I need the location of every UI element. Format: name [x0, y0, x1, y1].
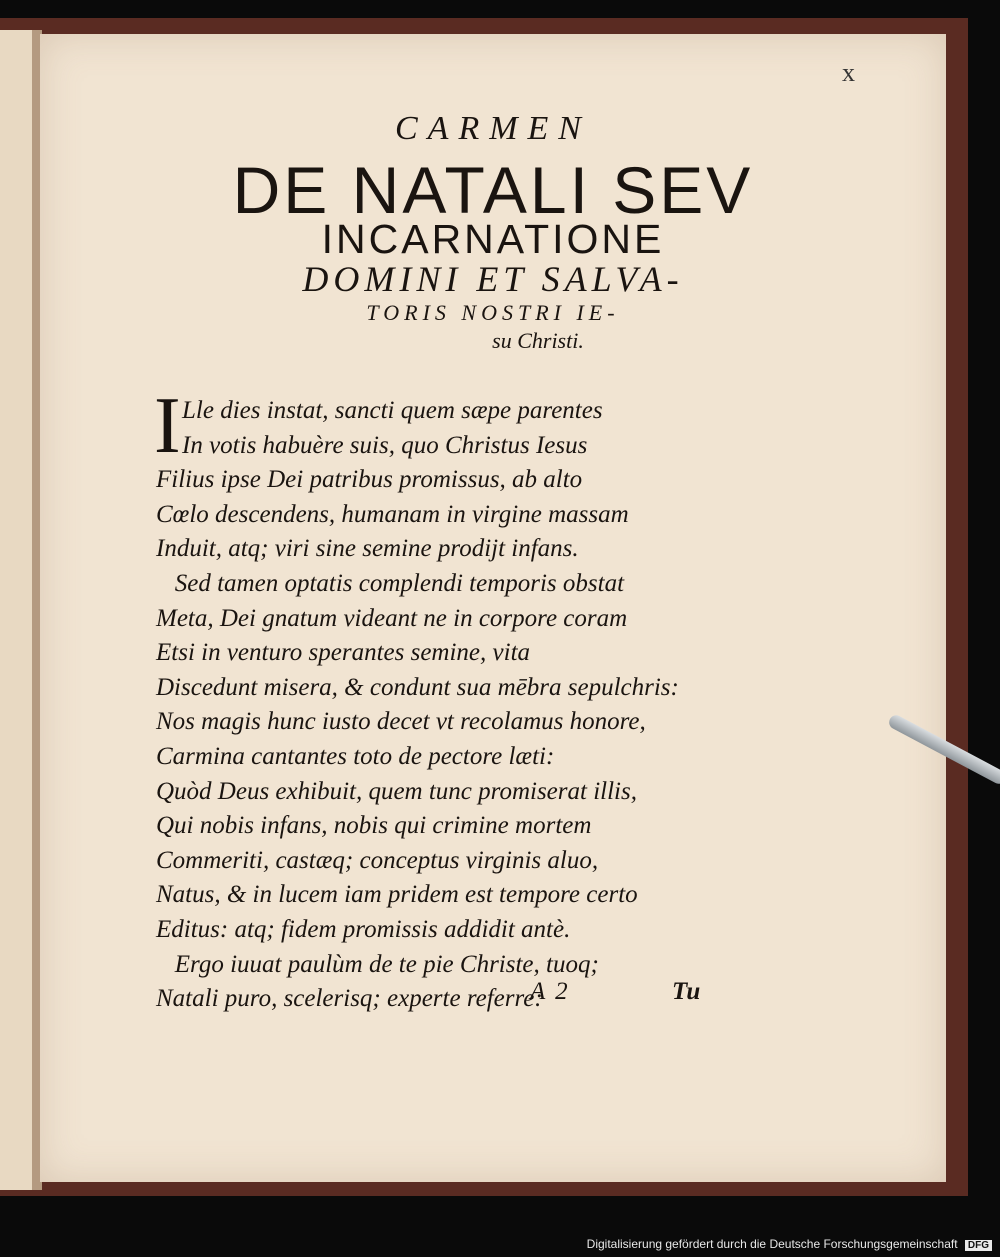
poem-line: Quòd Deus exhibuit, quem tunc promiserat illis,	[156, 777, 637, 805]
title-line-de-natali: DE NATALI SEV	[232, 153, 754, 227]
title-line-carmen: CARMEN	[395, 110, 591, 147]
poem-line: Induit, atq; viri sine semine prodijt infans.	[156, 535, 579, 563]
poem-line: Ergo iuuat paulùm de te pie Christe, tuoq;	[156, 950, 599, 978]
poem-line: Sed tamen optatis complendi temporis obstat	[156, 569, 625, 597]
drop-cap: I	[154, 382, 181, 470]
poem-line: Commeriti, castæq; conceptus virginis aluo,	[156, 846, 599, 874]
poem-line: Cœlo descendens, humanam in virgine massam	[156, 500, 629, 528]
footer-credit	[587, 1237, 992, 1251]
footer-credit-text: Digitalisierung gefördert durch die Deutsche Forschungsgemeinschaft	[586, 1237, 958, 1251]
title-line-incarnatione: INCARNATIONE	[321, 216, 665, 262]
poem-line: Natali puro, scelerisq; experte referre:	[156, 985, 543, 1013]
poem-line: Lle dies instat, sancti quem sæpe parentes	[182, 397, 603, 424]
corner-mark: x	[842, 58, 855, 87]
poem-line: Qui nobis infans, nobis qui crimine mortem	[156, 812, 592, 840]
signature-mark: A 2	[530, 978, 570, 1005]
poem-line: Discedunt misera, & condunt sua mēbra sepulchris:	[156, 673, 679, 701]
title-line-domini: DOMINI ET SALVA-	[302, 259, 684, 299]
poem-line: Etsi in venturo sperantes semine, vita	[156, 639, 531, 667]
poem-line: Meta, Dei gnatum videant ne in corpore coram	[156, 604, 628, 632]
poem-line: Carmina cantantes toto de pectore læti:	[156, 742, 555, 770]
dfg-logo-icon: DFG	[965, 1240, 992, 1251]
poem-line: Editus: atq; fidem promissis addidit antè.	[156, 915, 571, 943]
poem-text	[156, 394, 679, 1017]
poem-line: Nos magis hunc iusto decet vt recolamus honore,	[156, 708, 646, 736]
previous-page-edge	[0, 30, 34, 1190]
poem-line: In votis habuère suis, quo Christus Iesus	[182, 431, 588, 459]
title-line-toris: TORIS NOSTRI IE-	[366, 300, 620, 325]
book-page	[40, 34, 946, 1182]
poem-line: Filius ipse Dei patribus promissus, ab alto	[156, 466, 583, 494]
catchword: Tu	[672, 978, 701, 1005]
title-line-su-christi: su Christi.	[492, 328, 584, 353]
poem-line: Natus, & in lucem iam pridem est tempore certo	[156, 881, 638, 909]
